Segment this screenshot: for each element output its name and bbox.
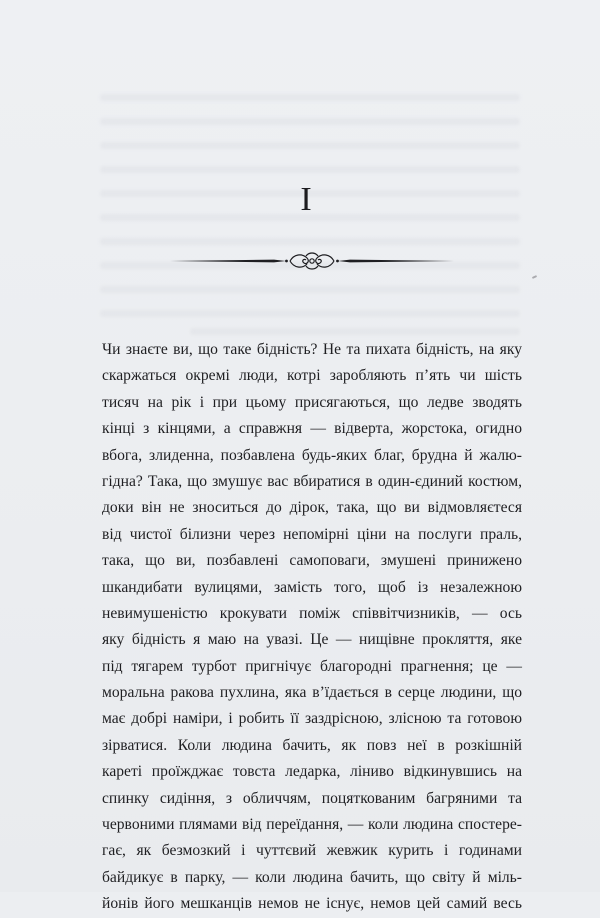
- text-line: спинку сидіння, з обличчям, поцяткованим багряними та: [102, 789, 522, 807]
- text-line: тисяч на рік і при цьому присягаються, що ледве зводять: [102, 393, 522, 411]
- chapter-number: I: [300, 181, 312, 218]
- text-line: зірватися. Коли людина бачить, як повз неї в розкішній: [102, 736, 522, 754]
- text-line: шкандибати вулицями, замість того, щоб із незалежною: [102, 578, 522, 596]
- page-speck: [532, 275, 537, 279]
- text-line: гідна? Така, що змушує вас вбиратися в один-єдиний костюм,: [102, 472, 522, 490]
- text-line: яку бідність я маю на увазі. Це — нищівне прокляття, яке: [102, 631, 522, 649]
- text-line: від чистої білизни через непомірні ціни на послуги праль,: [102, 525, 522, 543]
- text-line: йонів його мешканців немов не існує, немов цей самий весь: [102, 895, 522, 913]
- text-line: вбога, злиденна, позбавлена будь-яких благ, брудна й жалю-: [102, 446, 522, 464]
- text-line: така, що ви, позбавлені самоповаги, змушені принижено: [102, 552, 522, 570]
- text-line: під тягарем турбот пригнічує благородні прагнення; це —: [102, 657, 522, 675]
- text-line: байдикує в парку, — коли людина бачить, що світу й міль-: [102, 868, 522, 886]
- chapter-body-paragraph: [102, 337, 522, 918]
- text-line: гає, як безмозкий і чуттєвий жевжик курить і годинами: [102, 842, 522, 860]
- text-line: має добрі наміри, і робить її заздрісною, злісною та готовою: [102, 710, 522, 728]
- text-line: скаржаться окремі люди, котрі заробляють п’ять чи шість: [102, 367, 522, 385]
- text-line: Чи знаєте ви, що таке бідність? Не та пихата бідність, на яку: [102, 341, 522, 358]
- text-line: моральна ракова пухлина, яка в’їдається в серце людини, що: [102, 684, 522, 702]
- text-line: червоними плямами від переїдання, — коли людина спостере-: [102, 816, 522, 834]
- text-line: невимушеністю крокувати поміж співвітчизників, — ось: [102, 604, 522, 622]
- text-line: кареті проїжджає товста ледарка, ліниво відкинувшись на: [102, 763, 522, 781]
- text-line: кінці з кінцями, а справжня — відверта, жорстока, огидно: [102, 420, 522, 438]
- ornamental-divider-icon: [170, 250, 454, 272]
- text-line: доки він не зноситься до дірок, така, що ви відмовляєтеся: [102, 499, 522, 517]
